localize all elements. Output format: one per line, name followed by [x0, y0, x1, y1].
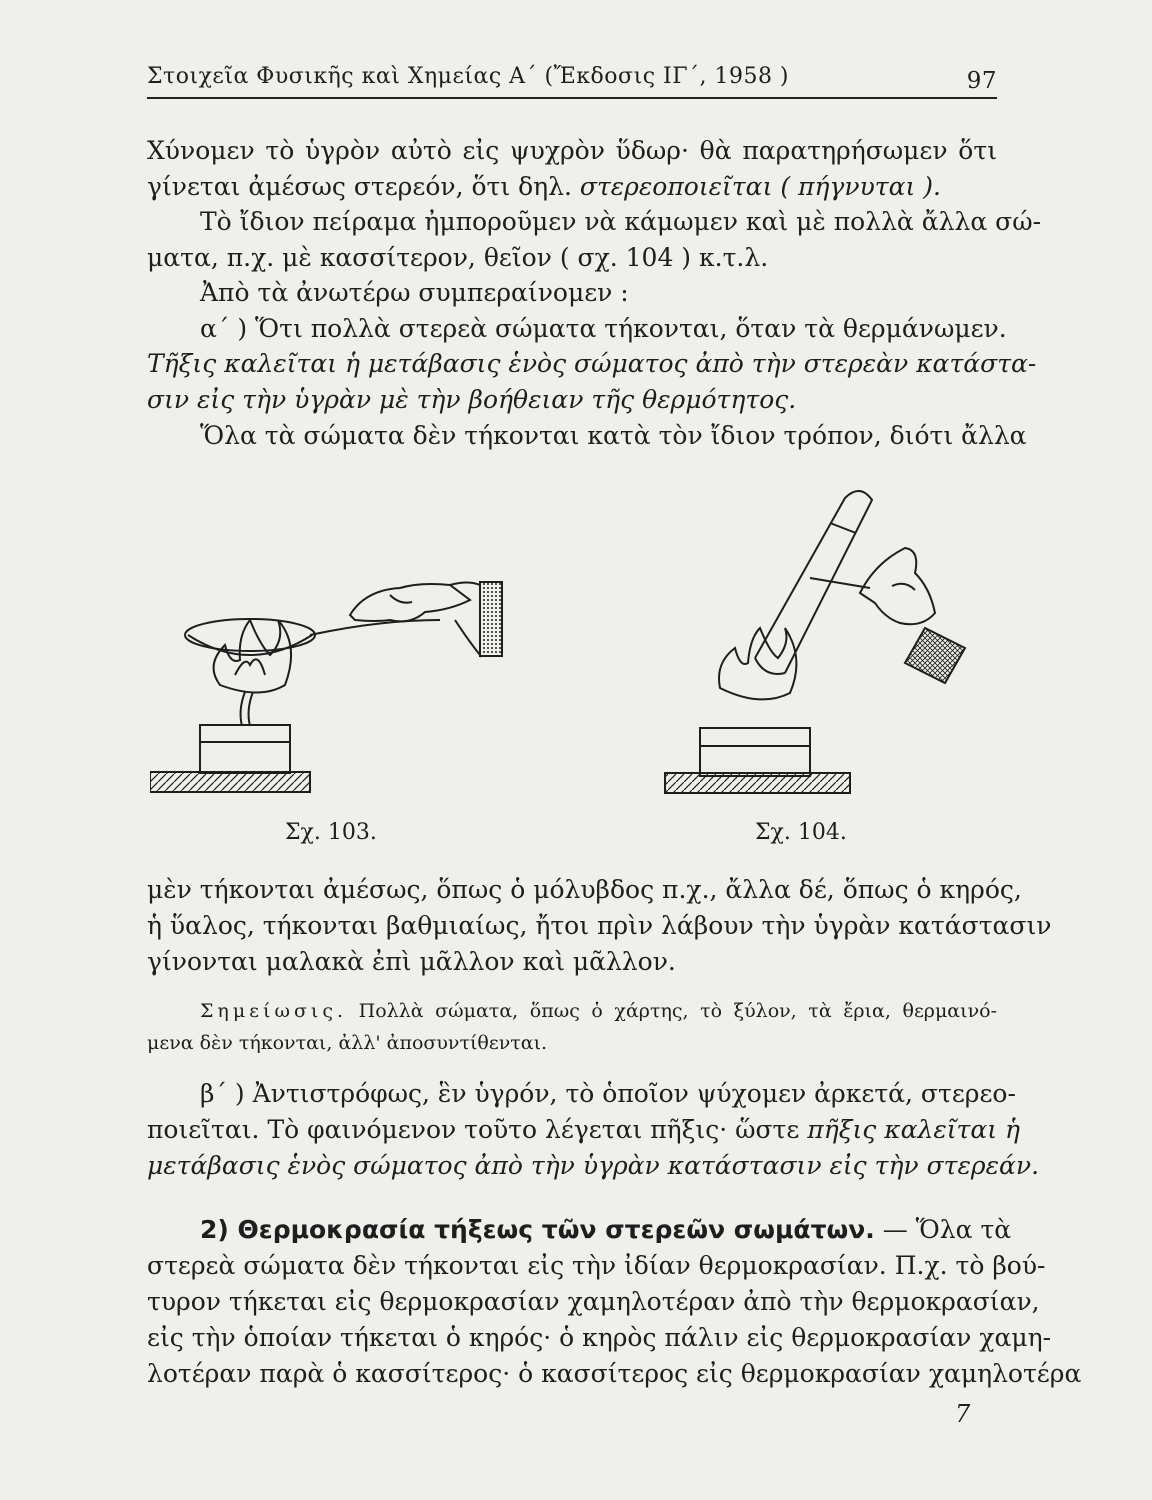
figure-103-illustration: [150, 470, 540, 810]
note-line: μενα δὲν τήκονται, ἀλλ' ἀποσυντίθενται.: [147, 1032, 548, 1054]
text-line: Χύνομεν τὸ ὑγρὸν αὐτὸ εἰς ψυχρὸν ὕδωρ· θὰ παρατηρήσωμεν ὅτι: [147, 136, 997, 165]
text-line: Ἀπὸ τὰ ἀνωτέρω συμπεραίνομεν :: [200, 278, 629, 307]
text-line: Τὸ ἴδιον πείραμα ἠμποροῦμεν νὰ κάμωμεν καὶ μὲ πολλὰ ἄλλα σώ-: [200, 207, 1042, 236]
definition-line: σιν εἰς τὴν ὑγρὰν μὲ τὴν βοήθειαν τῆς θερμότητος.: [147, 385, 797, 414]
text-line: β΄ ) Ἀντιστρόφως, ἓν ὑγρόν, τὸ ὁποῖον ψύχομεν ἀρκετά, στερεο-: [200, 1079, 1016, 1108]
section-2-heading-line: 2) Θερμοκρασία τήξεως τῶν στερεῶν σωμάτων. — Ὅλα τὰ: [200, 1215, 1012, 1244]
header-title: Στοιχεῖα Φυσικῆς καὶ Χημείας Α΄ (Ἔκδοσις ΙΓ΄, 1958 ): [147, 64, 790, 89]
text-line: τυρον τήκεται εἰς θερμοκρασίαν χαμηλοτέραν ἀπὸ τὴν θερμοκρασίαν,: [147, 1287, 1040, 1316]
text-line: στερεὰ σώματα δὲν τήκονται εἰς τὴν ἰδίαν θερμοκρασίαν. Π.χ. τὸ βού-: [147, 1251, 1046, 1280]
running-header: [147, 64, 997, 100]
text-line: Ὅλα τὰ σώματα δὲν τήκονται κατὰ τὸν ἴδιον τρόπον, διότι ἄλλα: [200, 421, 1027, 450]
text-line: μὲν τήκονται ἀμέσως, ὅπως ὁ μόλυβδος π.χ., ἄλλα δέ, ὅπως ὁ κηρός,: [147, 875, 1022, 904]
signature-mark: 7: [955, 1400, 971, 1428]
section-2-heading: 2) Θερμοκρασία τήξεως τῶν στερεῶν σωμάτων.: [200, 1215, 875, 1244]
text-line: α΄ ) Ὅτι πολλὰ στερεὰ σώματα τήκονται, ὅταν τὰ θερμάνωμεν.: [200, 314, 1007, 343]
note-line: Σημείωσις. Πολλὰ σώματα, ὅπως ὁ χάρτης, τὸ ξύλον, τὰ ἔρια, θερμαινό-: [200, 1000, 997, 1022]
text-line: λοτέραν παρὰ ὁ κασσίτερος· ὁ κασσίτερος εἰς θερμοκρασίαν χαμηλοτέρα: [147, 1359, 1082, 1388]
page-number: 97: [966, 68, 997, 94]
text-line: ποιεῖται. Τὸ φαινόμενον τοῦτο λέγεται πῆξις· ὥστε πῆξις καλεῖται ἡ: [147, 1115, 1020, 1144]
definition-line: μετάβασις ἑνὸς σώματος ἀπὸ τὴν ὑγρὰν κατάστασιν εἰς τὴν στερεάν.: [147, 1151, 1040, 1180]
figure-104-illustration: [660, 478, 1005, 808]
text-line: ματα, π.χ. μὲ κασσίτερον, θεῖον ( σχ. 104 ) κ.τ.λ.: [147, 243, 769, 272]
emphasis: πῆξις καλεῖται ἡ: [807, 1115, 1020, 1144]
text-line: εἰς τὴν ὁποίαν τήκεται ὁ κηρός· ὁ κηρὸς πάλιν εἰς θερμοκρασίαν χαμη-: [147, 1323, 1052, 1352]
emphasis: στερεοποιεῖται ( πήγνυται ).: [579, 172, 941, 201]
text-line: ἡ ὕαλος, τήκονται βαθμιαίως, ἤτοι πρὶν λάβουν τὴν ὑγρὰν κατάστασιν: [147, 911, 1052, 940]
figure-104-caption: Σχ. 104.: [755, 820, 847, 845]
header-rule: [147, 97, 997, 99]
definition-line: Τῆξις καλεῖται ἡ μετάβασις ἑνὸς σώματος ἀπὸ τὴν στερεὰν κατάστα-: [147, 349, 1037, 378]
note-label: Σημείωσις.: [200, 1000, 348, 1022]
figure-103-caption: Σχ. 103.: [285, 820, 377, 845]
text-line: γίνεται ἀμέσως στερεόν, ὅτι δηλ. στερεοποιεῖται ( πήγνυται ).: [147, 172, 941, 201]
text-line: γίνονται μαλακὰ ἐπὶ μᾶλλον καὶ μᾶλλον.: [147, 947, 676, 976]
